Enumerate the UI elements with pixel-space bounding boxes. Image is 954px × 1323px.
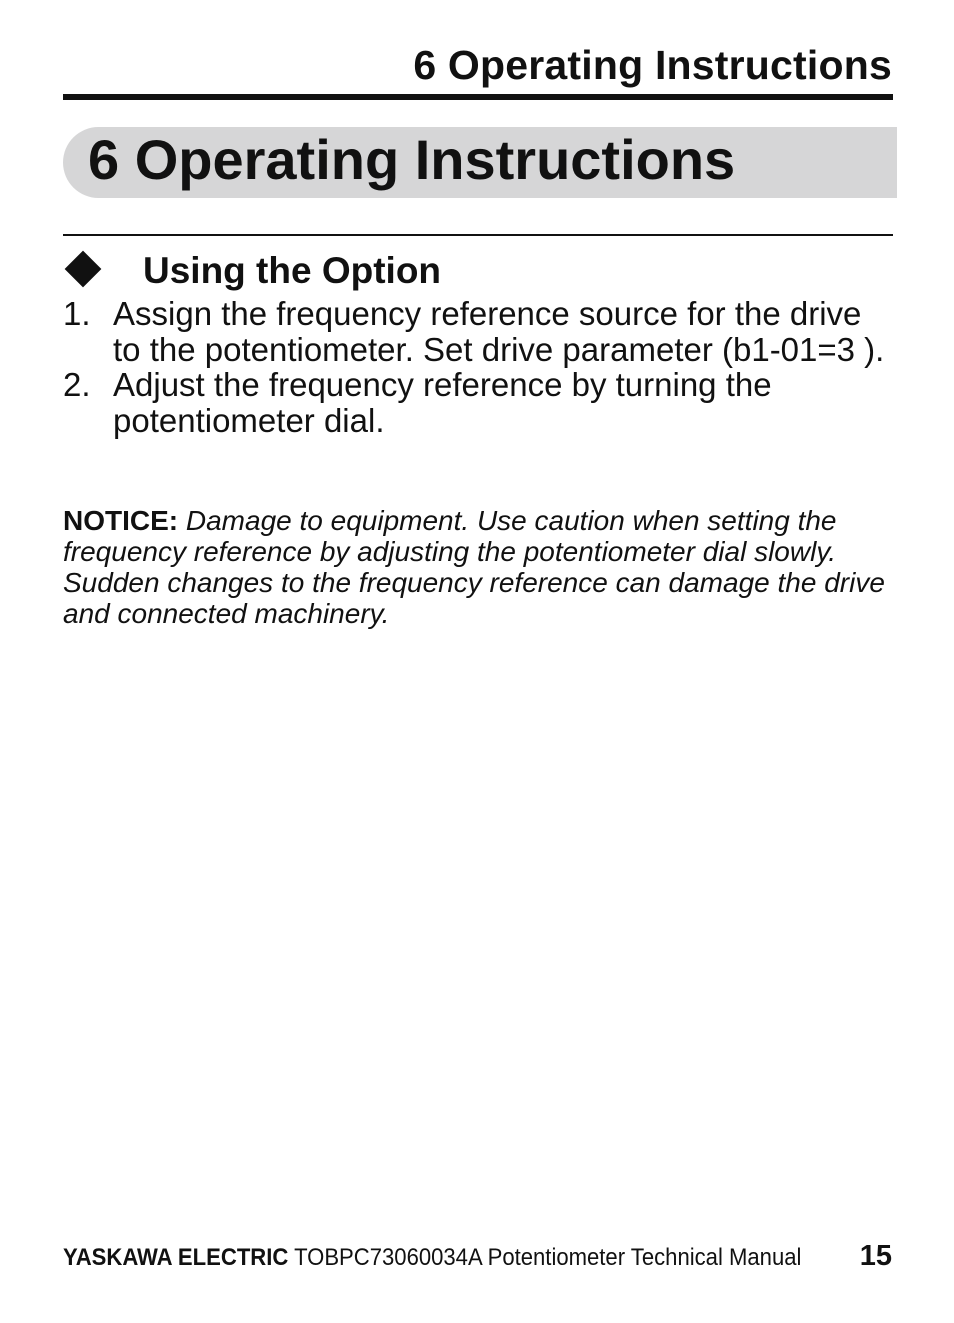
notice-paragraph	[63, 505, 893, 629]
footer	[63, 1244, 801, 1272]
step-number: 2.	[63, 366, 91, 403]
diamond-bullet-icon	[65, 251, 102, 288]
running-header: 6 Operating Instructions	[413, 42, 892, 88]
section-title: Using the Option	[143, 250, 442, 291]
footer-brand: YASKAWA ELECTRIC	[63, 1244, 289, 1271]
footer-document-title: TOBPC73060034A Potentiometer Technical Manual	[294, 1244, 802, 1271]
step-text: Adjust the frequency reference by turning the potentiometer dial.	[113, 366, 772, 439]
step-text: Assign the frequency reference source for the drive to the potentiometer. Set drive parameter (b1-01=3 ).	[113, 295, 885, 368]
step-number: 1.	[63, 295, 91, 332]
list-item	[63, 367, 893, 438]
list-item	[63, 296, 893, 367]
header-rule	[63, 94, 893, 100]
chapter-title: 6 Operating Instructions	[88, 128, 736, 191]
steps-list	[63, 296, 893, 438]
page-number: 15	[859, 1240, 892, 1272]
section-rule	[63, 234, 893, 236]
notice-text: Damage to equipment. Use caution when setting the frequency reference by adjusting the potentiometer dial slowly. Sudden changes to the frequency reference can damage the drive and connected machinery.	[63, 505, 885, 629]
notice-label: NOTICE:	[63, 505, 179, 536]
